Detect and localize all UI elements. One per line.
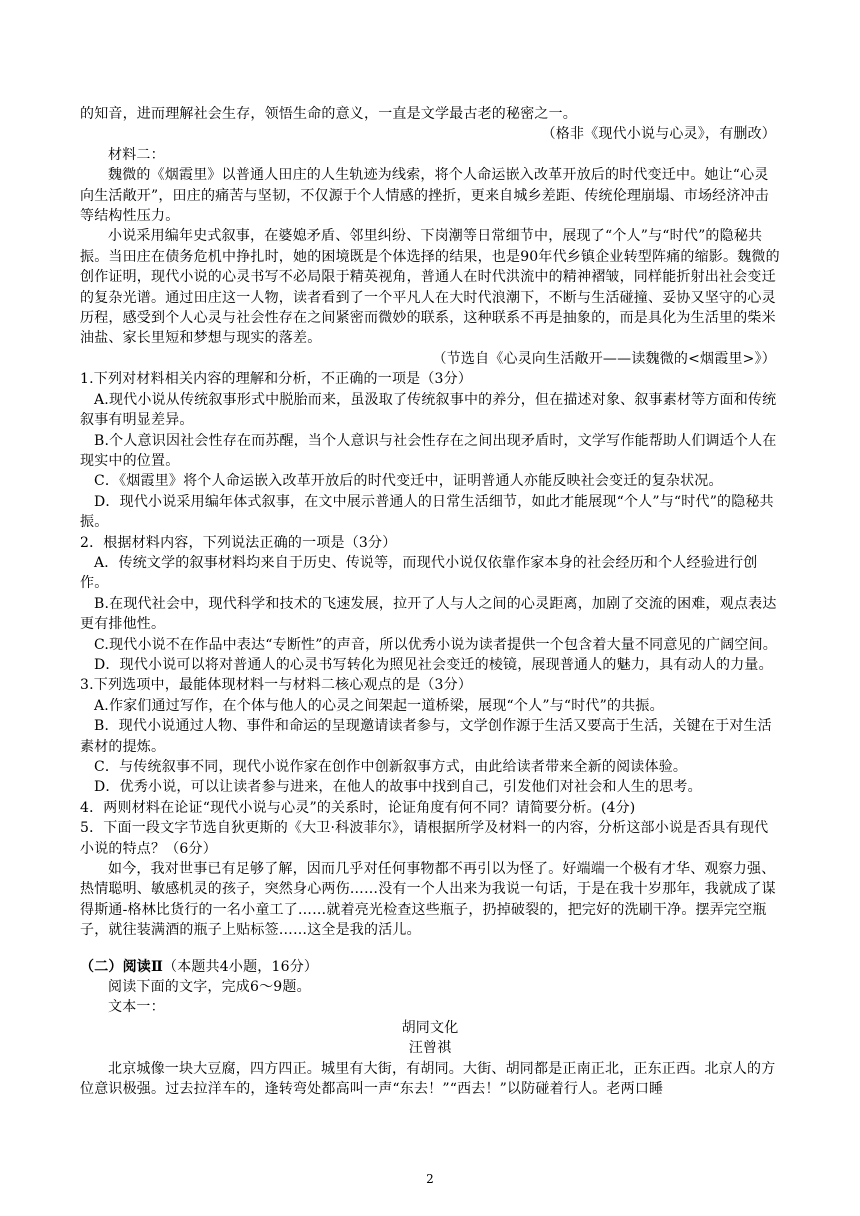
- question-2-option-a: A．传统文学的叙事材料均来自于历史、传说等，而现代小说仅依靠作家本身的社会经历和个人经验进行创作。: [80, 554, 758, 592]
- material2-paragraph: 小说采用编年史式叙事，在婆媳矛盾、邻里纠纷、下岗潮等日常细节中，展现了“个人”与“时代”的隐秘共振。当田庄在债务危机中挣扎时，她的困境既是个体选择的结果，也是90年代乡镇企业转型阵痛的缩影。魏微的创作证明，现代小说的心灵书写不必局限于精英视角，普通人在时代洪流中的精神褶皱，同样能折射出社会变迁的复杂光谱。通过田庄这一人物，读者看到了一个平凡人在大时代浪潮下，不断与生活碰撞、妥协又坚守的心灵历程，感受到个人心灵与社会性存在之间紧密而微妙的联系，这种联系不再是抽象的，而是具化为生活里的柴米油盐、家长里短和梦想与现实的落差。: [80, 228, 780, 347]
- essay-author: 汪曾祺: [408, 1040, 452, 1057]
- question-2-stem: 2．根据材料内容，下列说法正确的一项是（3分）: [80, 534, 397, 551]
- document-body: [80, 104, 780, 1100]
- question-3-option-c: C．与传统叙事不同，现代小说作家在创作中创新叙事方式，由此给读者带来全新的阅读体验。: [94, 759, 688, 775]
- material1-source: （格非《现代小说与心灵》，有删改）: [541, 126, 776, 143]
- question-2-option-b: B.在现代社会中，现代科学和技术的飞速发展，拉开了人与人之间的心灵距离，加剧了交流的困难，观点表达更有排他性。: [80, 595, 777, 633]
- question-2-option-c: C.现代小说不在作品中表达“专断性”的声音，所以优秀小说为读者提供一个包含着大量不同意见的广阔空间。: [94, 636, 777, 653]
- question-1-option-b: B.个人意识因社会性存在而苏醒，当个人意识与社会性存在之间出现矛盾时，文学写作能帮助人们调适个人在现实中的位置。: [80, 432, 777, 469]
- page-number: 2: [426, 1172, 434, 1186]
- question-3-stem: 3.下列选项中，最能体现材料一与材料二核心观点的是（3分）: [80, 677, 473, 694]
- question-4: 4．两则材料在论证“现代小说与心灵”的关系时，论证角度有何不同？请简要分析。(4分): [80, 799, 636, 816]
- section-2-instruction: 阅读下面的文字，完成6～9题。: [108, 979, 311, 996]
- question-3-option-a: A.作家们通过写作，在个体与他人的心灵之间架起一道桥梁，展现“个人”与“时代”的共振。: [94, 697, 664, 714]
- text-1-label: 文本一：: [108, 999, 165, 1016]
- essay-title: 胡同文化: [401, 1019, 459, 1036]
- question-1-option-c: C．《烟霞里》将个人命运嵌入改革开放后的时代变迁中，证明普通人亦能反映社会变迁的复杂状况。: [94, 473, 723, 490]
- material2-source: （节选自《心灵向生活敞开——读魏微的<烟霞里>》）: [432, 350, 776, 367]
- question-5: 5．下面一段文字节选自狄更斯的《大卫·科波菲尔》，请根据所学及材料一的内容，分析这部小说是否具有现代小说的特点？（6分）: [80, 820, 769, 857]
- material2-paragraph: 魏微的《烟霞里》以普通人田庄的人生轨迹为线索，将个人命运嵌入改革开放后的时代变迁中。她让“心灵向生活敞开”，田庄的痛苦与坚韧，不仅源于个人情感的挫折，更来自城乡差距、传统伦理崩塌、市场经济冲击等结构性压力。: [80, 167, 769, 225]
- section-2-title: （二）阅读Ⅱ: [80, 958, 163, 975]
- question-3-option-d: D．优秀小说，可以让读者参与进来，在他人的故事中找到自己，引发他们对社会和人生的思考。: [94, 779, 702, 796]
- section-2-heading: [80, 957, 780, 977]
- question-5-passage: 如今，我对世事已有足够了解，因而几乎对任何事物都不再引以为怪了。好端端一个极有才华、观察力强、热情聪明、敏感机灵的孩子，突然身心两伤……没有一个人出来为我说一句话，于是在我十岁那年，我就成了谋得斯通-格林比货行的一名小童工了……就着亮光检查这些瓶子，扔掉破裂的，把完好的洗刷干净。摆弄完空瓶子，就往装满酒的瓶子上贴标签……这全是我的活儿。: [80, 861, 776, 939]
- question-3-option-b: B．现代小说通过人物、事件和命运的呈现邀请读者参与，文学创作源于生活又要高于生活，关键在于对生活素材的提炼。: [80, 718, 772, 755]
- question-2-option-d: D．现代小说可以将对普通人的心灵书写转化为照见社会变迁的棱镜，展现普通人的魅力，具有动人的力量。: [94, 656, 773, 673]
- question-1-option-d: D．现代小说采用编年体式叙事，在文中展示普通人的日常生活细节，如此才能展现“个人”与“时代”的隐秘共振。: [80, 493, 774, 531]
- section-2-note: （本题共4小题，16分）: [163, 958, 319, 975]
- material1-end: 的知音，进而理解社会生存，领悟生命的意义，一直是文学最古老的秘密之一。: [80, 106, 577, 122]
- question-1-stem: 1.下列对材料相关内容的理解和分析，不正确的一项是（3分）: [80, 371, 473, 388]
- essay-paragraph: 北京城像一块大豆腐，四方四正。城里有大街，有胡同。大街、胡同都是正南正北，正东正西。北京人的方位意识极强。过去拉洋车的，逢转弯处都高叫一声“东去！”“西去！”以防碰着行人。老两口睡: [80, 1060, 776, 1098]
- question-1-option-a: A.现代小说从传统叙事形式中脱胎而来，虽汲取了传统叙事中的养分，但在描述对象、叙事素材等方面和传统叙事有明显差异。: [80, 391, 777, 429]
- material2-title: 材料二：: [108, 146, 165, 163]
